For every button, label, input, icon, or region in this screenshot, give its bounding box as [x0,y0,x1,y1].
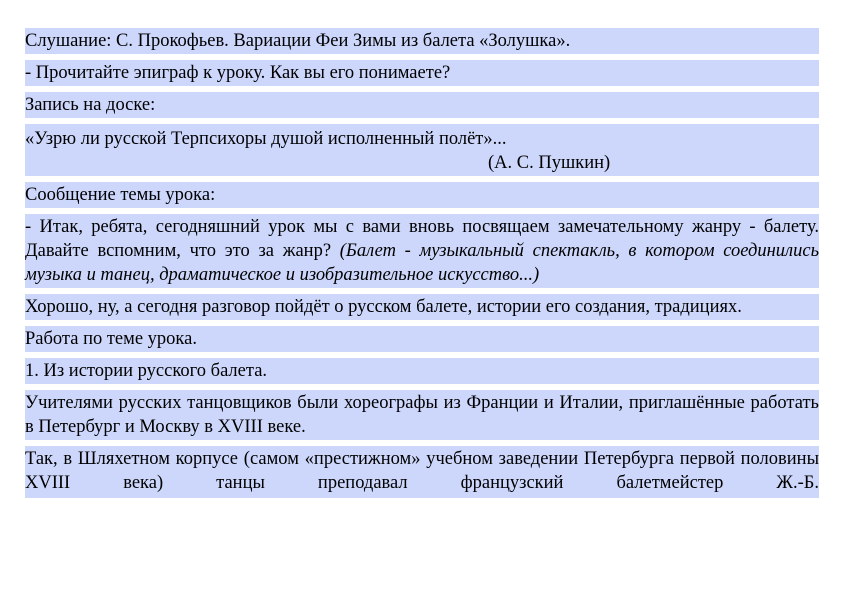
paragraph-board-note: Запись на доске: [25,92,819,118]
epigraph-quote-block [25,124,819,176]
epigraph-quote: «Узрю ли русской Терпсихоры душой исполненный полёт»... [25,129,507,149]
ballet-intro-text: - Итак, ребята, сегодняшний урок мы с вами вновь посвящаем замечательному жанру - балету. Давайте вспомним, что это за жанр? [25,217,819,261]
document-page [25,28,819,498]
paragraph-cadet-corps: Так, в Шляхетном корпусе (самом «престижном» учебном заведении Петербурга первой половины XVIII века) танцы преподавал французский балетмейстер Ж.-Б. [25,446,819,498]
paragraph-russian-ballet: Хорошо, ну, а сегодня разговор пойдёт о русском балете, истории его создания, традициях. [25,294,819,320]
paragraph-epigraph-question: - Прочитайте эпиграф к уроку. Как вы его понимаете? [25,60,819,86]
ballet-definition: (Балет - музыкальный спектакль, в котором соединились музыка и танец, драматическое и изобразительное искусство...) [25,241,819,285]
paragraph-ballet-intro [25,214,819,288]
paragraph-work-on-topic: Работа по теме урока. [25,326,819,352]
paragraph-lesson-topic: Сообщение темы урока: [25,182,819,208]
epigraph-author: (А. С. Пушкин) [488,153,611,173]
paragraph-history-heading: 1. Из истории русского балета. [25,358,819,384]
paragraph-listening: Слушание: С. Прокофьев. Вариации Феи Зимы из балета «Золушка». [25,28,819,54]
paragraph-teachers: Учителями русских танцовщиков были хореографы из Франции и Италии, приглашённые работать в Петербург и Москву в XVIII веке. [25,390,819,440]
